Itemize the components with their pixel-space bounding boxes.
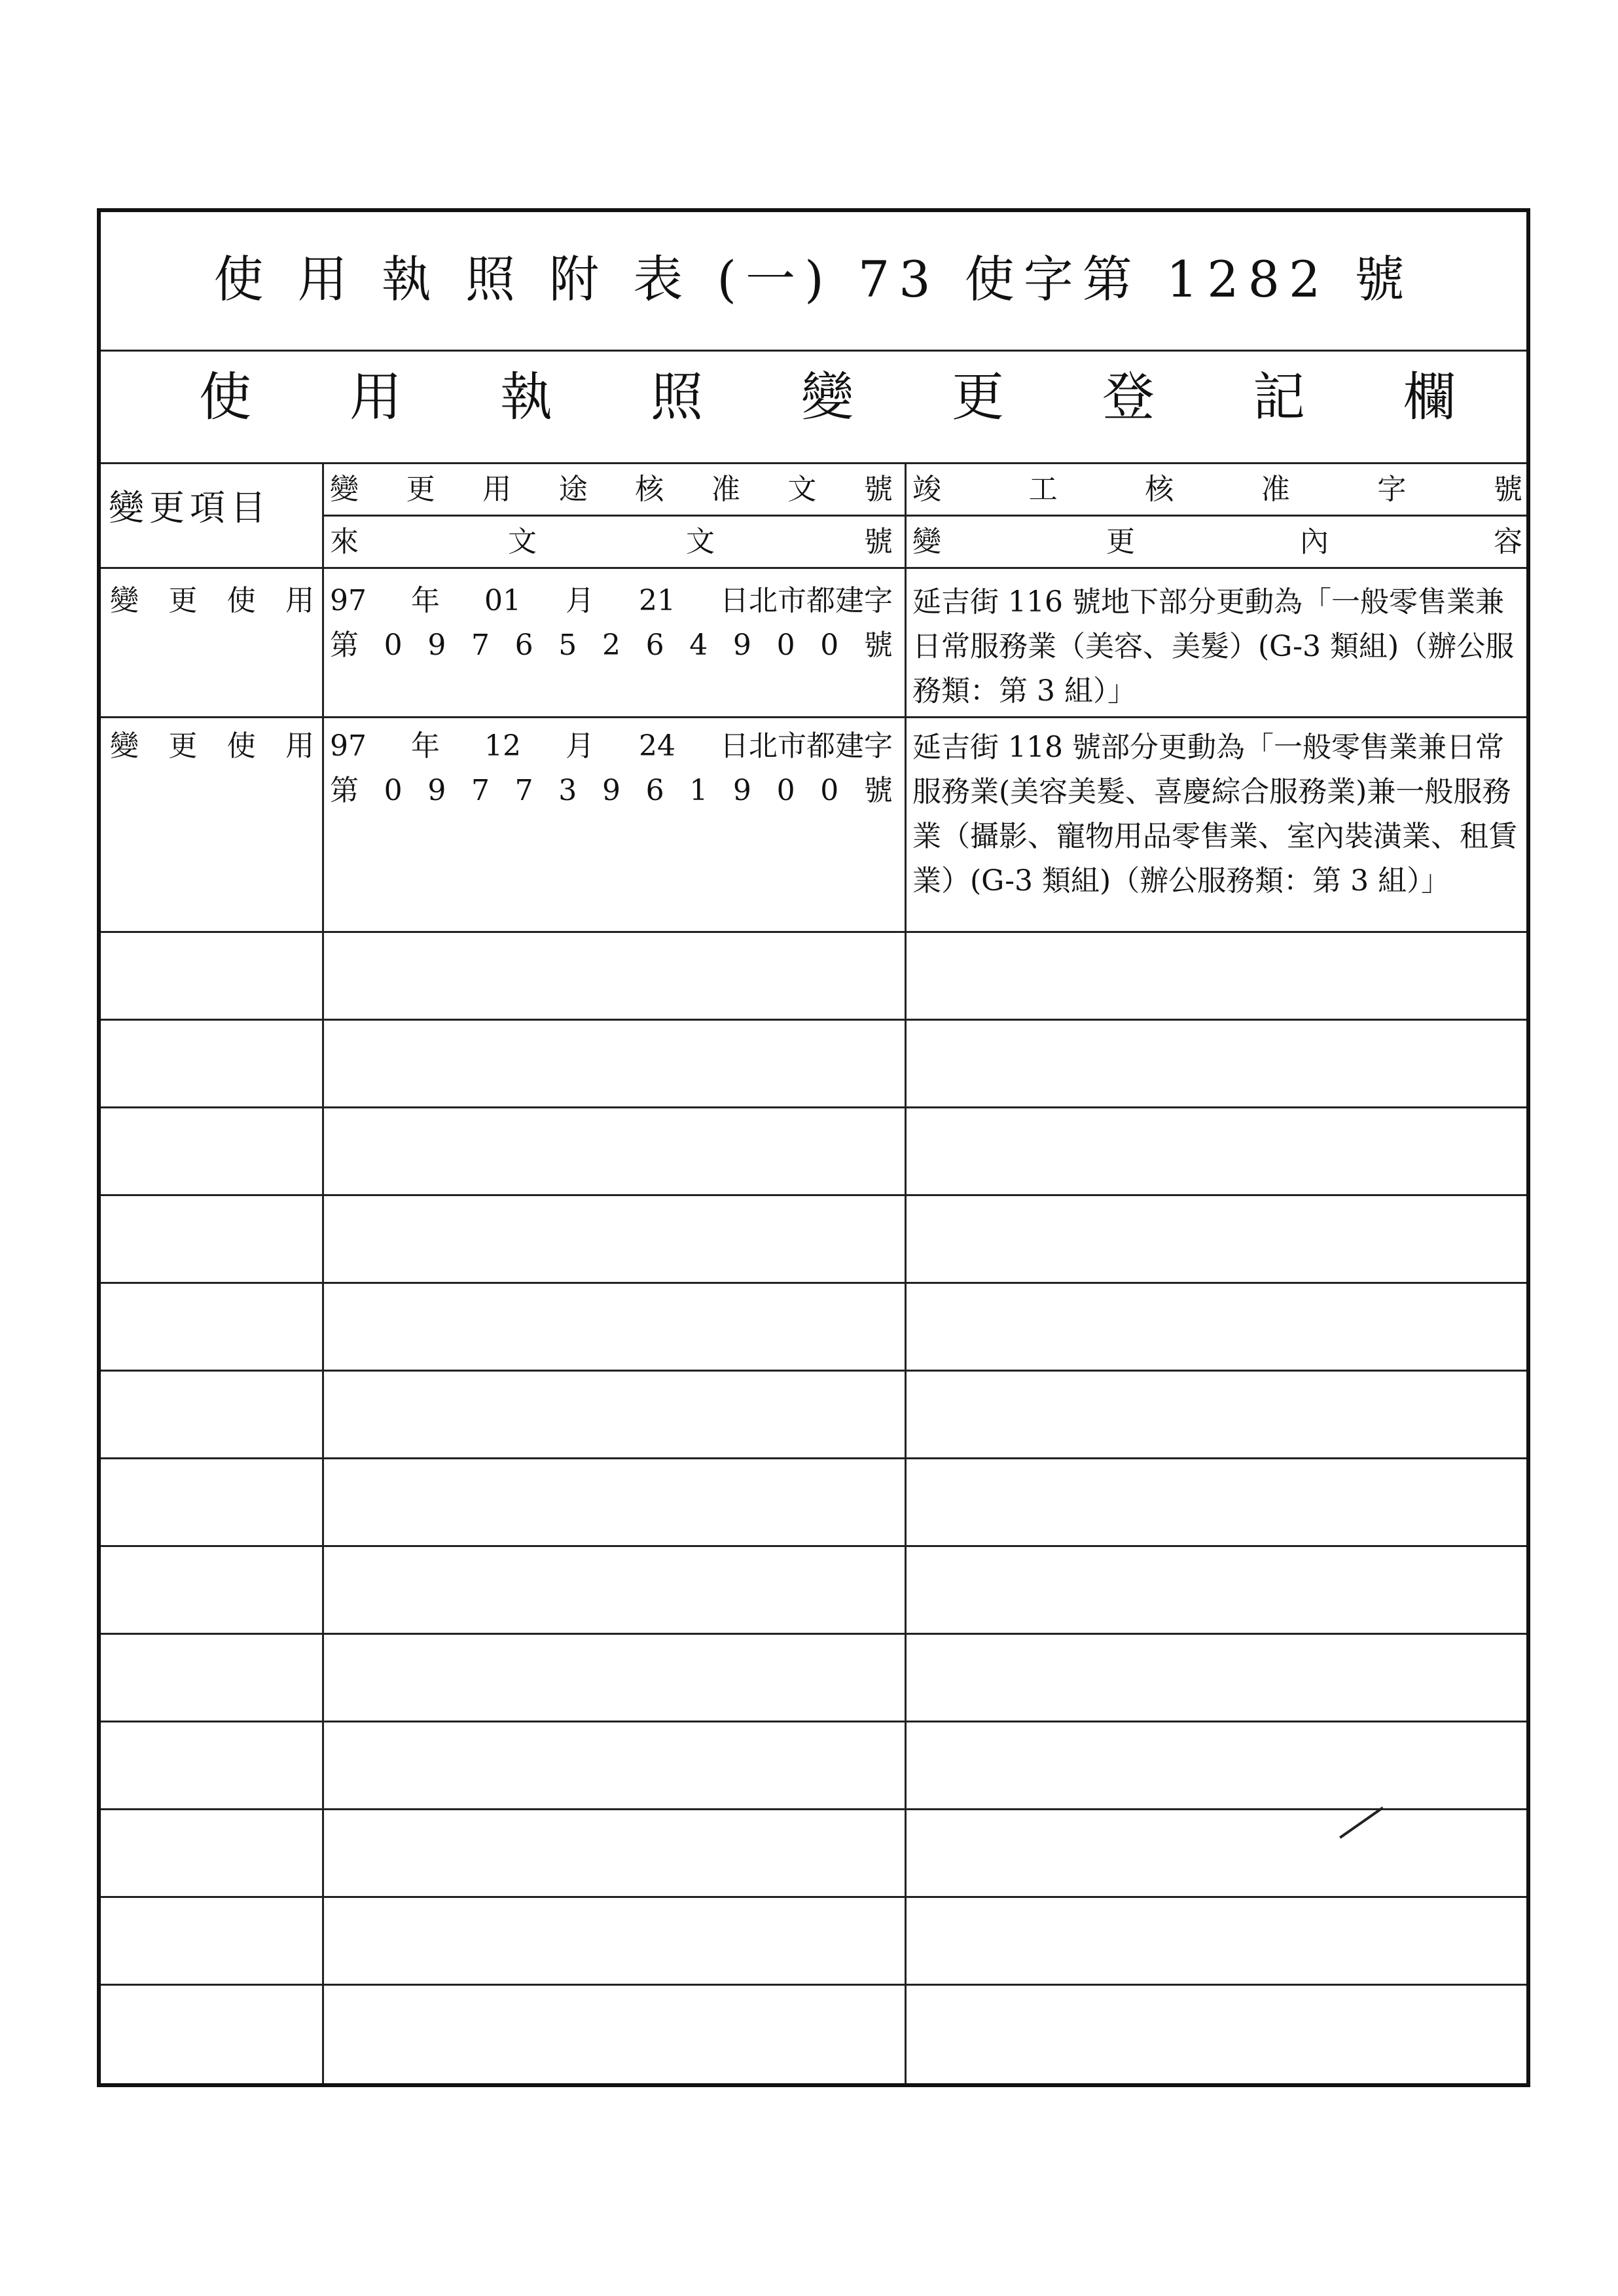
row-divider	[101, 1545, 1526, 1547]
row-2-doc-line1: 97 年 12 月 24 日北市都建字	[330, 729, 893, 763]
divider	[101, 567, 1526, 569]
row-divider	[101, 1896, 1526, 1898]
section-title: 使用執照變更登記欄	[199, 367, 1554, 428]
row-divider	[101, 931, 1526, 933]
column-divider	[905, 462, 907, 2083]
row-1-doc-line2: 第 0 9 7 6 5 2 6 4 9 0 0 號	[330, 629, 893, 662]
pen-mark	[1339, 1806, 1384, 1838]
row-divider	[101, 1194, 1526, 1196]
divider	[101, 350, 1526, 352]
header-incoming-no: 來 文 文 號	[330, 525, 893, 558]
row-divider	[101, 1370, 1526, 1372]
divider	[322, 515, 1526, 517]
row-divider	[101, 1282, 1526, 1284]
row-2-content: 延吉街 118 號部分更動為「一般零售業兼日常服務業(美容美髮、喜慶綜合服務業)兼一般服務業（攝影、寵物用品零售業、室內裝潢業、租賃業）(G-3 類組)（辦公服務類：第 3 組）」	[912, 731, 1517, 898]
row-1-doc-line1: 97 年 01 月 21 日北市都建字	[330, 584, 893, 617]
row-2-doc-line2: 第 0 9 7 7 3 9 6 1 9 0 0 號	[330, 774, 893, 807]
row-divider	[101, 1019, 1526, 1021]
row-divider	[101, 1457, 1526, 1459]
row-1-content: 延吉街 116 號地下部分更動為「一般零售業兼日常服務業（美容、美髮）(G-3 類組)（辦公服務類：第 3 組）」	[912, 585, 1515, 708]
document-title: 使 用 執 照 附 表 (一) 73 使字第 1282 號	[213, 250, 1414, 308]
column-divider	[322, 462, 324, 2083]
header-completion-no: 竣 工 核 准 字 號	[912, 473, 1522, 506]
row-divider	[101, 1984, 1526, 1986]
row-divider	[101, 1633, 1526, 1635]
registration-form	[97, 208, 1554, 2087]
header-change-content: 變 更 內 容	[912, 525, 1522, 558]
row-divider	[101, 716, 1526, 718]
row-2-item: 變 更 使 用	[110, 729, 314, 763]
header-change-item: 變更項目	[109, 487, 271, 528]
row-divider	[101, 1106, 1526, 1108]
header-approval-no: 變 更 用 途 核 准 文 號	[330, 473, 893, 506]
row-1-item: 變 更 使 用	[110, 584, 314, 617]
row-divider	[101, 1808, 1526, 1810]
divider	[101, 462, 1526, 464]
row-divider	[101, 1721, 1526, 1722]
